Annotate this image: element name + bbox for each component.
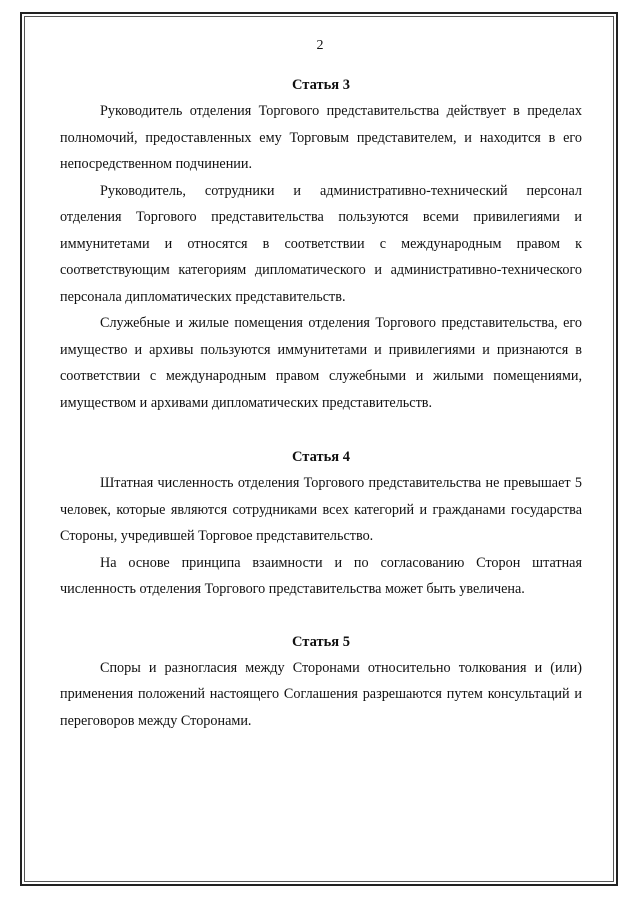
article-title: Статья 4	[292, 449, 350, 465]
paragraph: На основе принципа взаимности и по согласованию Сторон штатная численность отделения Торгового представительства может быть увеличена.	[60, 554, 582, 597]
paragraph: Руководитель, сотрудники и административно-технический персонал отделения Торгового представительства пользуются всеми привилегиями и иммунитетами и относятся в соответствии с международным правом к соответствующим категориям дипломатического и административно-технического персонала дипломатических представительств.	[60, 182, 582, 305]
section-gap	[60, 416, 582, 444]
article-5	[60, 629, 582, 735]
page-number: 2	[316, 38, 324, 53]
document-body	[60, 72, 582, 734]
section-gap	[60, 603, 582, 629]
article-4	[60, 444, 582, 603]
paragraph: Споры и разногласия между Сторонами относительно толкования и (или) применения положений настоящего Соглашения разрешаются путем консультаций и переговоров между Сторонами.	[60, 659, 582, 729]
article-title: Статья 3	[292, 77, 350, 93]
article-3	[60, 72, 582, 416]
article-title: Статья 5	[292, 633, 350, 650]
paragraph: Служебные и жилые помещения отделения Торгового представительства, его имущество и архивы пользуются иммунитетами и привилегиями и признаются в соответствии с международным правом служебными и жилыми помещениями, имуществом и архивами дипломатических представительств.	[60, 315, 582, 411]
paragraph: Штатная численность отделения Торгового представительства не превышает 5 человек, которые являются сотрудниками всех категорий и гражданами государства Стороны, учредившей Торговое представительство.	[60, 475, 582, 544]
paragraph: Руководитель отделения Торгового представительства действует в пределах полномочий, предоставленных ему Торговым представителем, и находится в его непосредственном подчинении.	[60, 103, 582, 172]
